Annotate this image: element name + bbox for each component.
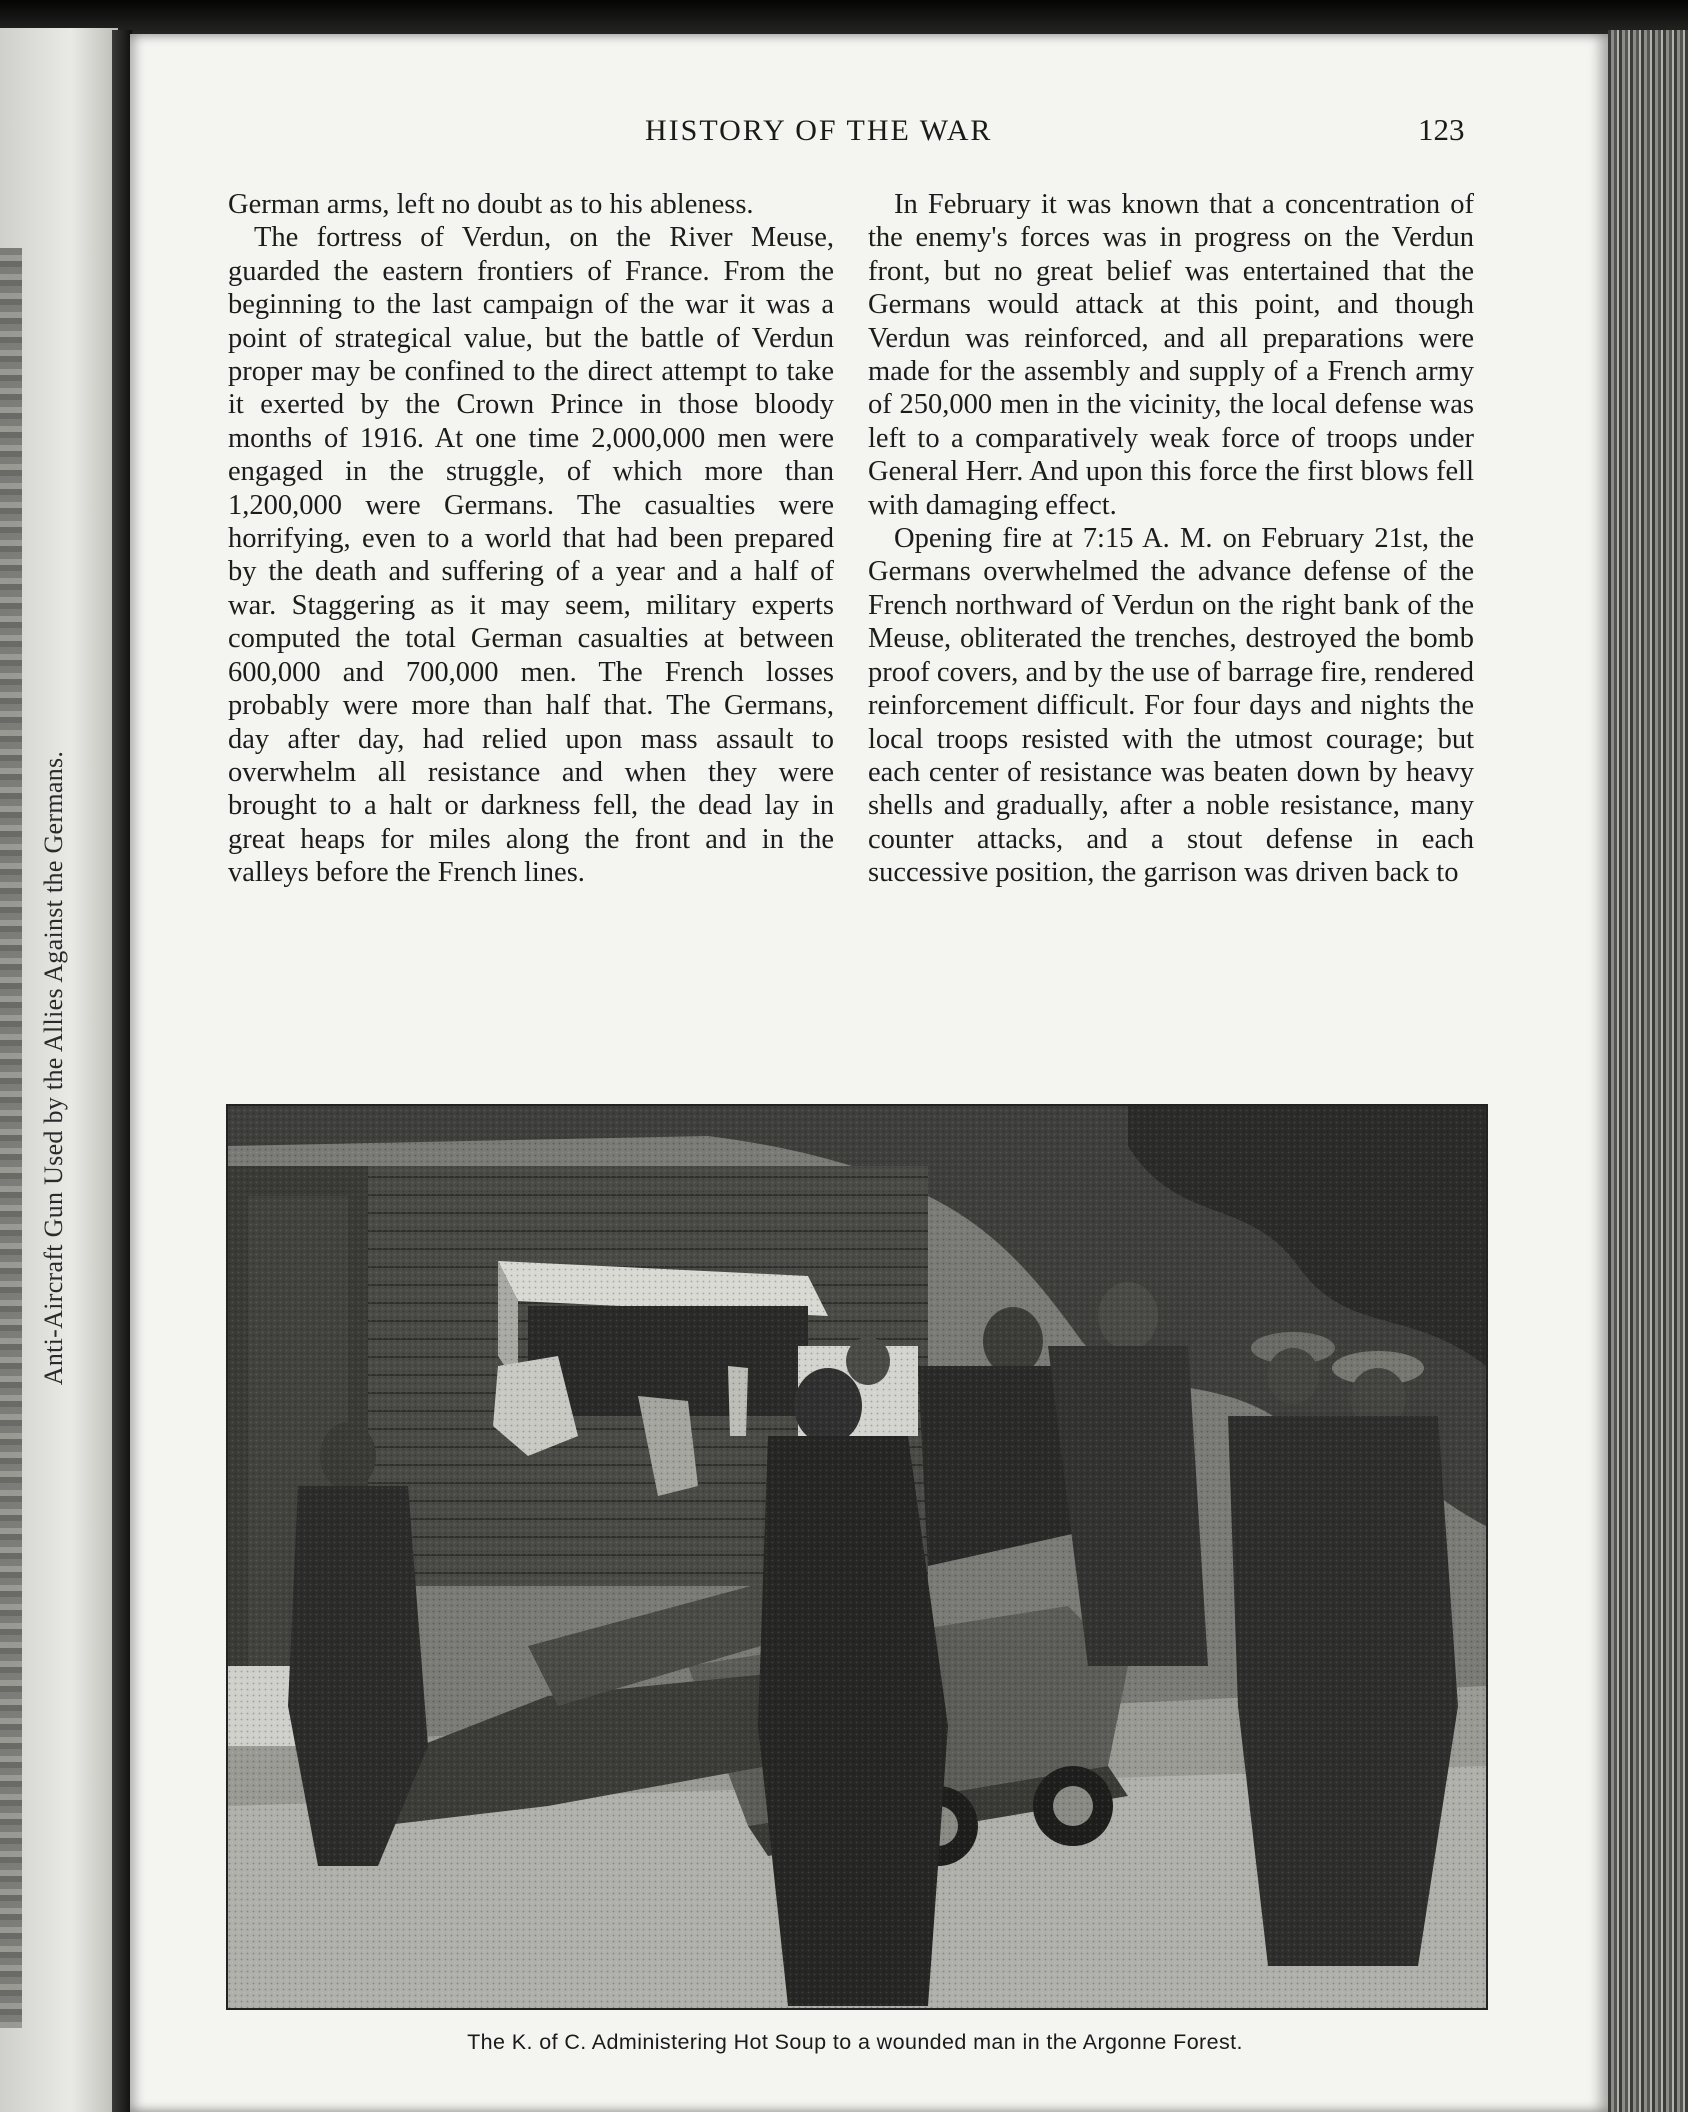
photo-caption: The K. of C. Administering Hot Soup to a wounded man in the Argonne Forest. — [467, 2030, 1243, 2054]
page-stack-edge — [1608, 30, 1688, 2112]
halftone-photograph — [226, 1104, 1488, 2010]
book-gutter — [112, 30, 132, 2112]
facing-page-edge — [0, 28, 118, 2112]
facing-page-caption: Anti-Aircraft Gun Used by the Allies Against the Germans. — [39, 750, 68, 1386]
paragraph: Opening fire at 7:15 A. M. on February 21st, the Germans overwhelmed the advance defense of the French northward of Verdun on the right bank of the Meuse, obliterated the trenches, destroyed the bomb proof covers, and by the use of barrage fire, rendered reinforcement difficult. For four days and nights the local troops resisted with the utmost courage; but each center of resistance was beaten down by heavy shells and gradually, after a noble resistance, many counter attacks, and a stout defense in each successive position, the garrison was driven back to — [868, 523, 1474, 889]
right-text-column — [868, 188, 1474, 890]
photo-illustration — [228, 1106, 1486, 2008]
running-head: HISTORY OF THE WAR — [645, 114, 993, 147]
paragraph: In February it was known that a concentration of the enemy's forces was in progress on the Verdun front, but no great belief was entertained that the Germans would attack at this point, and though Verdun was reinforced, and all preparations were made for the assembly and supply of a French army of 250,000 men in the vicinity, the local defense was left to a comparatively weak force of troops under General Herr. And upon this force the first blows fell with damaging effect. — [868, 189, 1474, 521]
paragraph: German arms, left no doubt as to his ableness. — [228, 189, 754, 220]
facing-page-photo-edge — [0, 248, 22, 2028]
paragraph: The fortress of Verdun, on the River Meuse, guarded the eastern frontiers of France. From the beginning to the last campaign of the war it was a point of strategical value, but the battle of Verdun proper may be confined to the direct attempt to take it exerted by the Crown Prince in those bloody months of 1916. At one time 2,000,000 men were engaged in the struggle, of which more than 1,200,000 were Germans. The casualties were horrifying, even to a world that had been prepared by the death and suffering of a year and a half of war. Staggering as it may seem, military experts computed the total German casualties at between 600,000 and 700,000 men. The French losses probably were more than half that. The Germans, day after day, had relied upon mass assault to overwhelm all resistance and when they were brought to a halt or darkness fell, the dead lay in great heaps for miles along the front and in the valleys before the French lines. — [228, 222, 834, 889]
left-text-column — [228, 188, 834, 890]
page-number: 123 — [1418, 112, 1465, 147]
